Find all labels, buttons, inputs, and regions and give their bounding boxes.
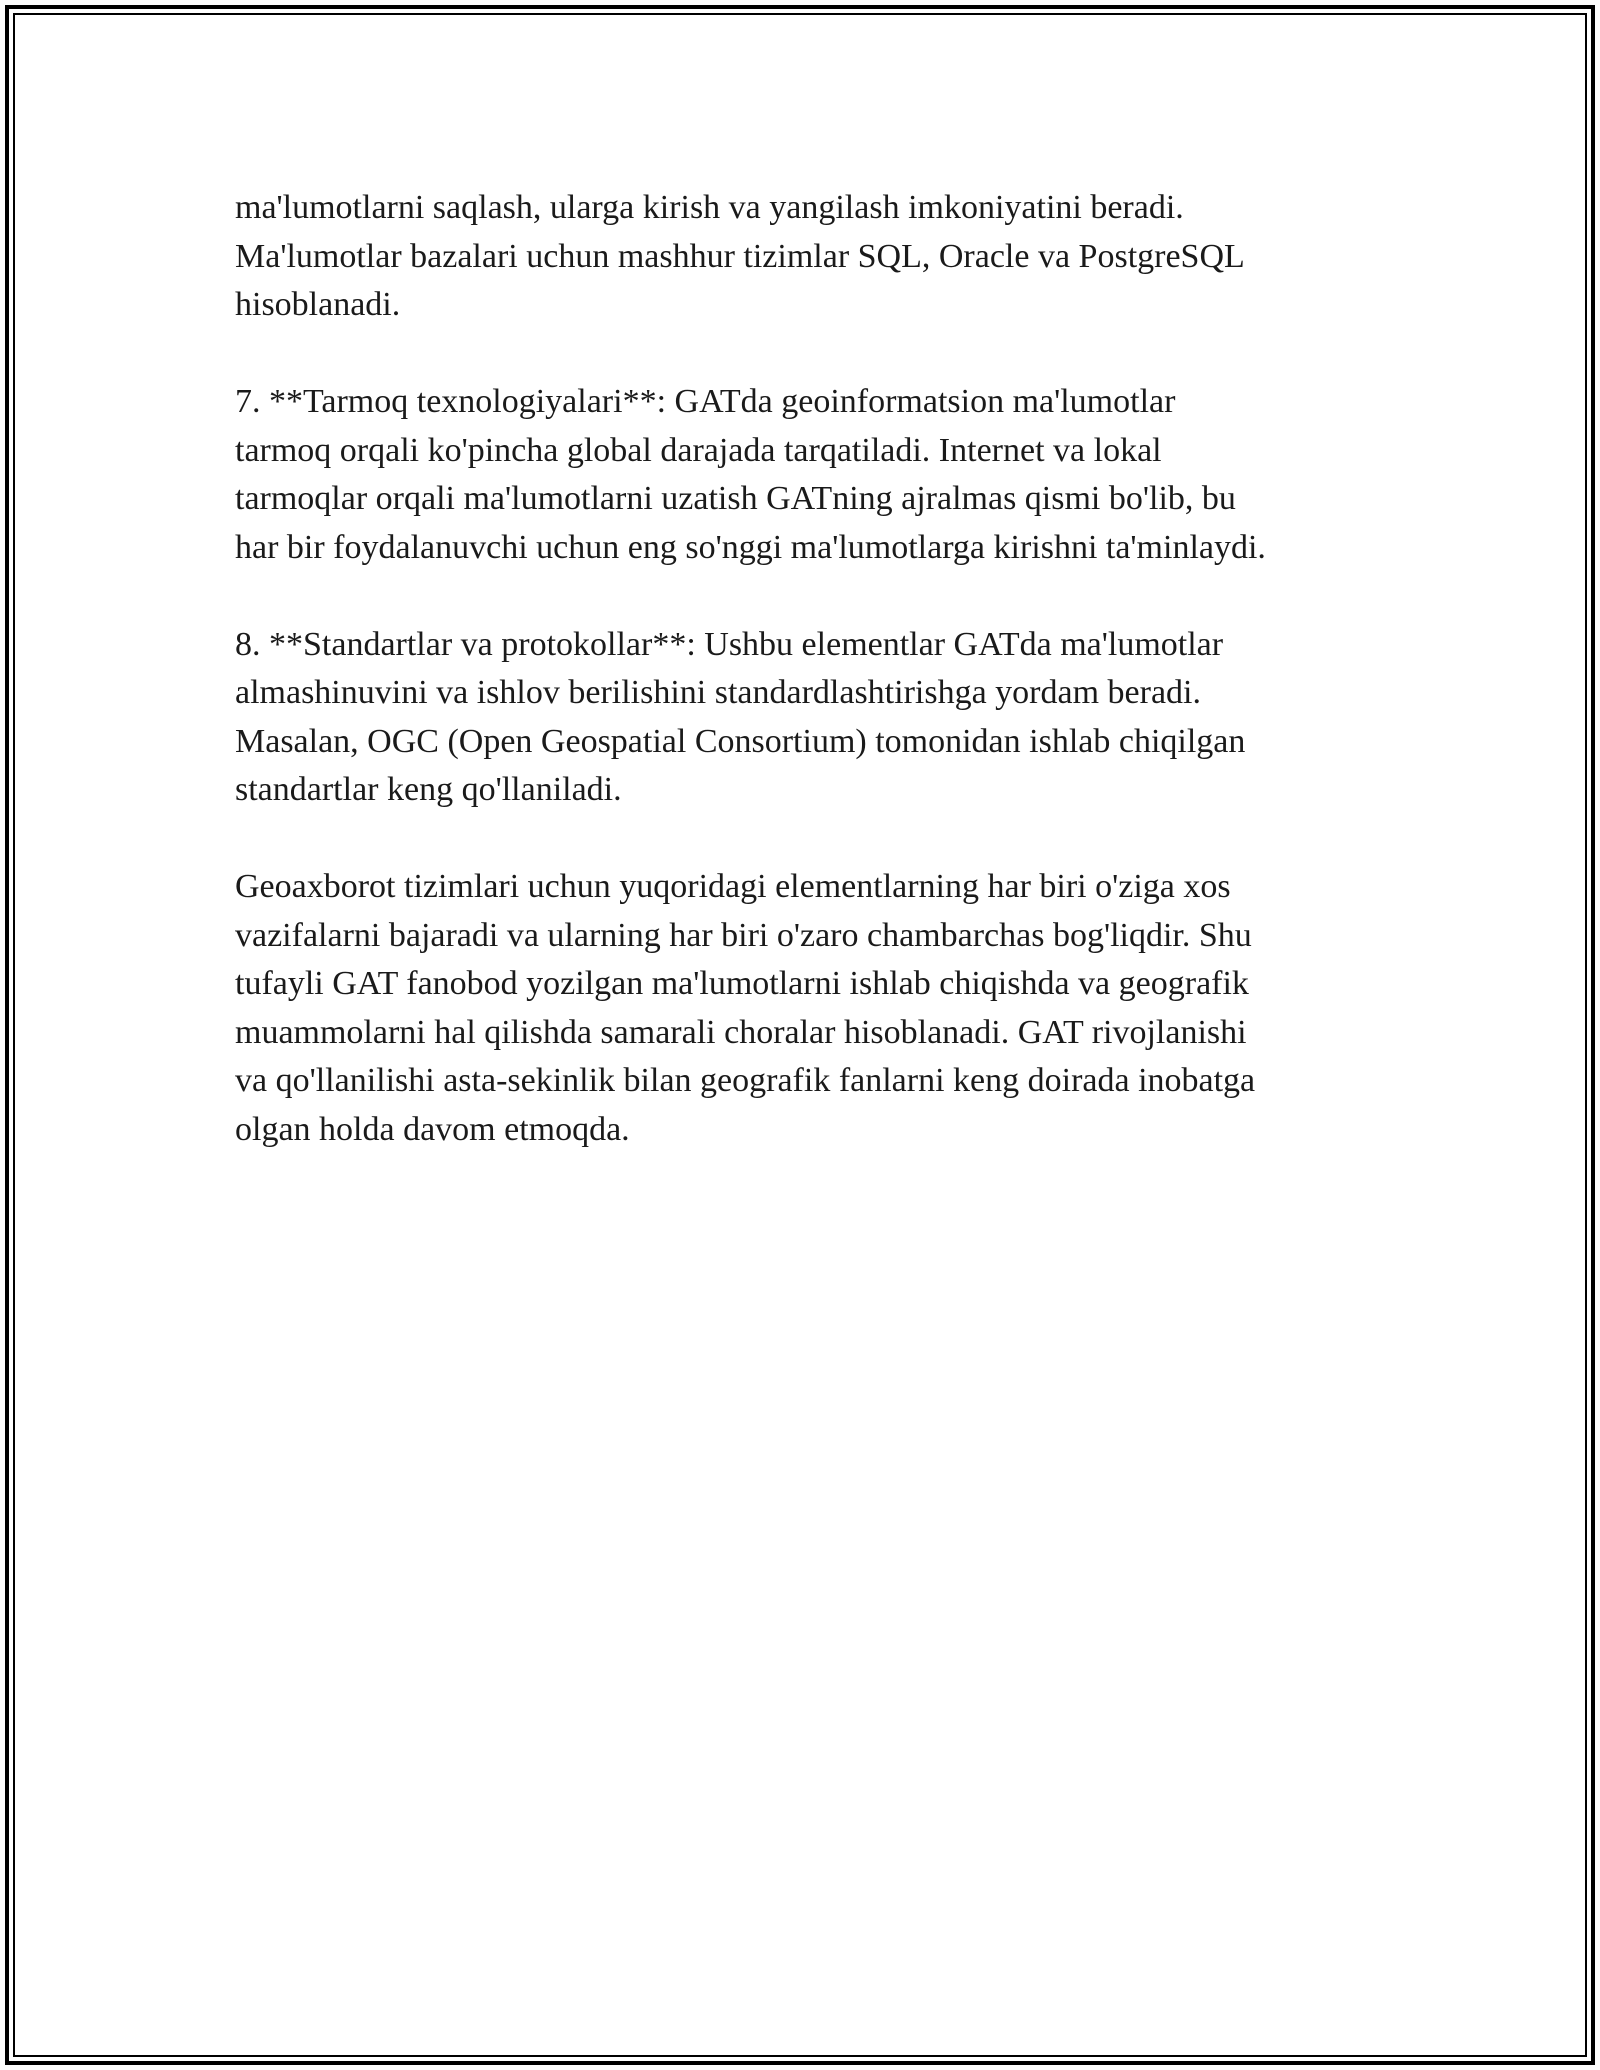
paragraph-standards-protocols: 8. **Standartlar va protokollar**: Ushbu elementlar GATda ma'lumotlar almashinuvini va ishlov berilishini standardlashtirishga yordam beradi. Masalan, OGC (Open Geospatial Consortium) tomonidan ishlab chiqilgan standartlar keng qo'llaniladi. [235,625,1246,808]
paragraph-conclusion: Geoaxborot tizimlari uchun yuqoridagi elementlarning har biri o'ziga xos vazifalarni bajaradi va ularning har biri o'zaro chambarchas bog'liqdir. Shu tufayli GAT fanobod yozilgan ma'lumotlarni ishlab chiqishda va geografik muammolarni hal qilishda samarali choralar hisoblanadi. GAT rivojlanishi va qo'llanilishi asta-sekinlik bilan geografik fanlarni keng doirada inobatga olgan holda davom etmoqda. [235,868,1256,1148]
paragraph-network-technologies: 7. **Tarmoq texnologiyalari**: GATda geoinformatsion ma'lumotlar tarmoq orqali ko'pincha global darajada tarqatiladi. Internet va lokal tarmoqlar orqali ma'lumotlarni uzatish GATning ajralmas qismi bo'lib, bu har bir foydalanuvchi uchun eng so'nggi ma'lumotlarga kirishni ta'minlaydi. [235,383,1266,566]
document-body [235,184,1375,1203]
paragraph-database-continuation: ma'lumotlarni saqlash, ularga kirish va yangilash imkoniyatini beradi. Ma'lumotlar bazalari uchun mashhur tizimlar SQL, Oracle va PostgreSQL hisoblanadi. [235,189,1245,323]
